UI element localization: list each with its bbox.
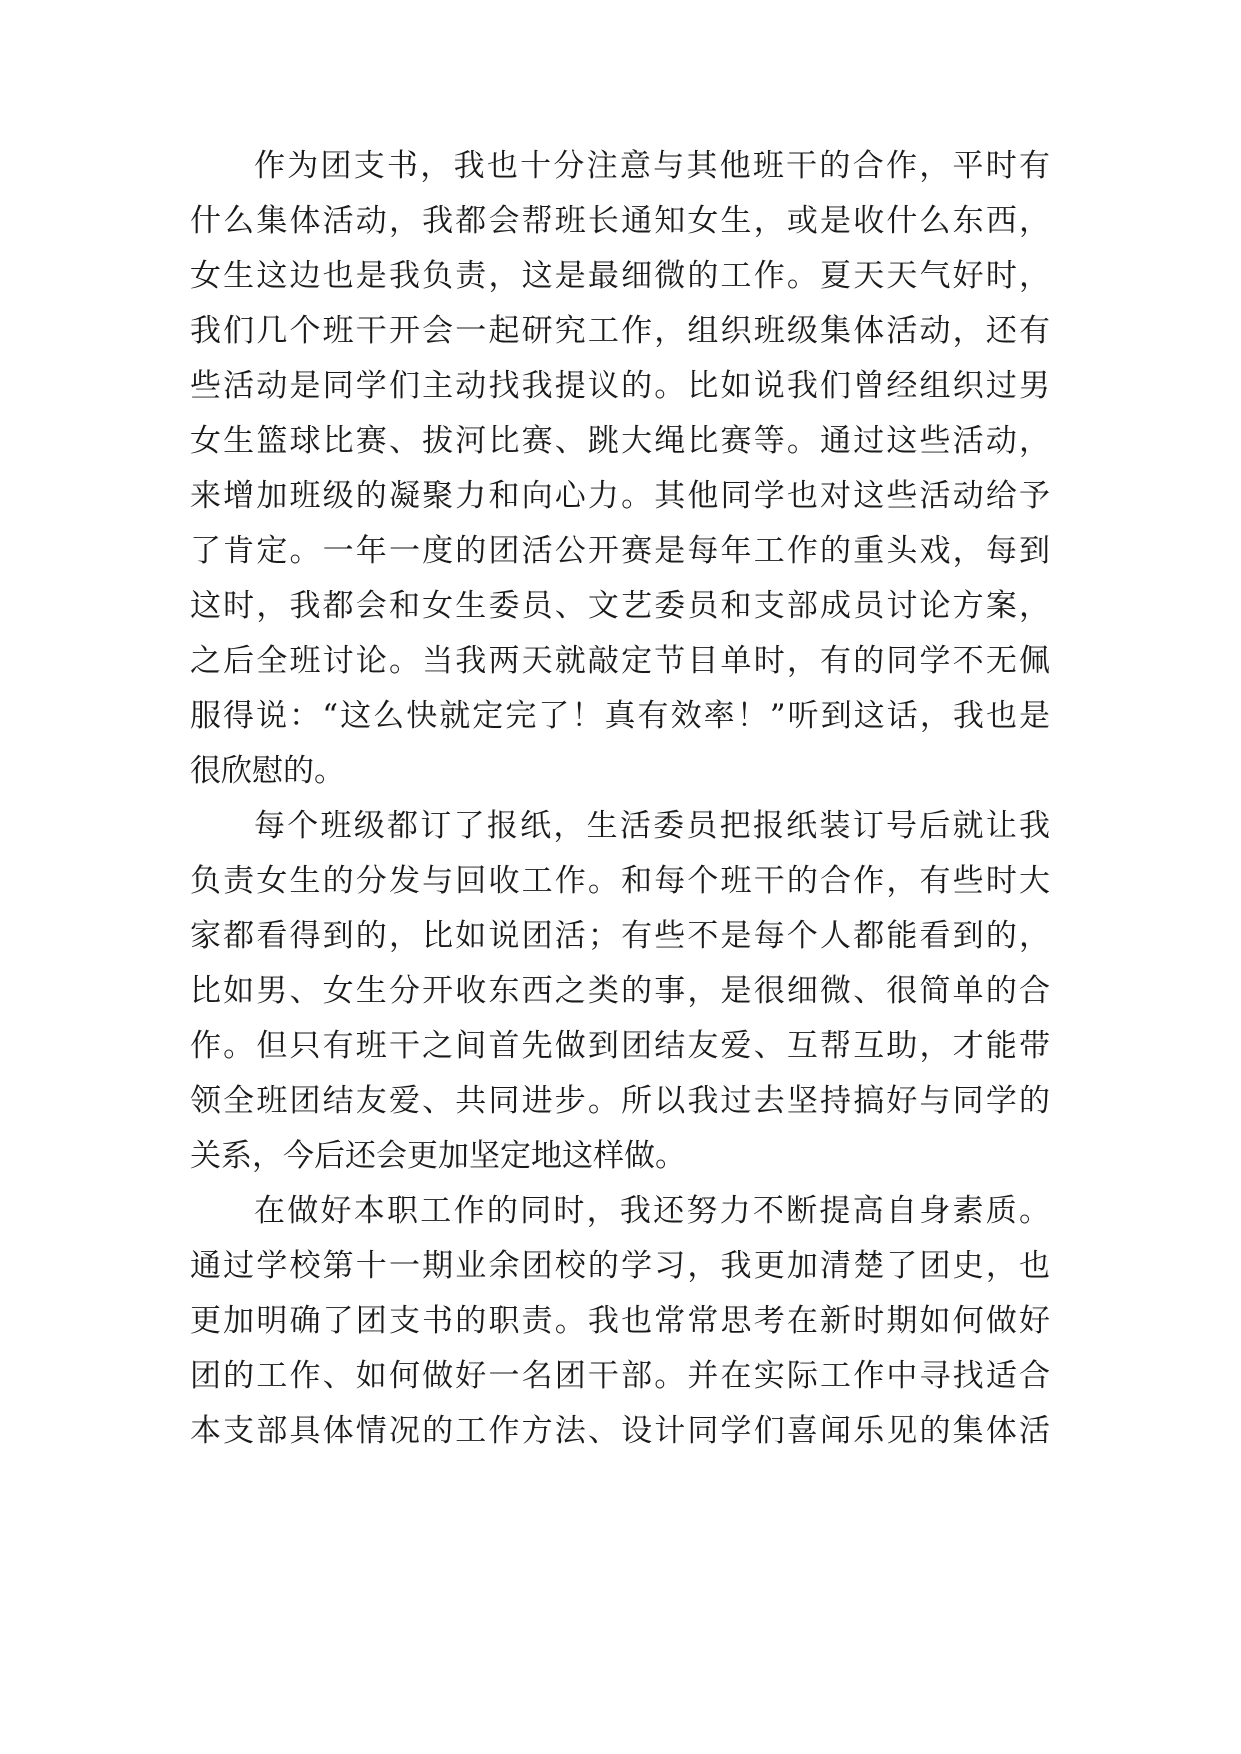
paragraph-1-line-8: 了肯定。一年一度的团活公开赛是每年工作的重头戏，每到 <box>190 533 1050 569</box>
paragraph-3-line-3: 更加明确了团支书的职责。我也常常思考在新时期如何做好 <box>190 1303 1050 1339</box>
paragraph-1-line-3: 女生这边也是我负责，这是最细微的工作。夏天天气好时， <box>190 258 1050 294</box>
paragraph-3-line-5: 本支部具体情况的工作方法、设计同学们喜闻乐见的集体活 <box>190 1413 1050 1449</box>
paragraph-1-line-5: 些活动是同学们主动找我提议的。比如说我们曾经组织过男 <box>190 368 1050 404</box>
paragraph-3-line-1: 在做好本职工作的同时，我还努力不断提高自身素质。 <box>254 1193 1050 1229</box>
paragraph-2-line-2: 负责女生的分发与回收工作。和每个班干的合作，有些时大 <box>190 863 1050 899</box>
paragraph-2-line-6: 领全班团结友爱、共同进步。所以我过去坚持搞好与同学的 <box>190 1083 1050 1119</box>
paragraph-2-line-5: 作。但只有班干之间首先做到团结友爱、互帮互助，才能带 <box>190 1028 1050 1064</box>
paragraph-2-line-4: 比如男、女生分开收东西之类的事，是很细微、很简单的合 <box>190 973 1050 1009</box>
paragraph-2-line-1: 每个班级都订了报纸，生活委员把报纸装订号后就让我 <box>254 808 1050 844</box>
paragraph-1-line-6: 女生篮球比赛、拔河比赛、跳大绳比赛等。通过这些活动， <box>190 423 1050 459</box>
paragraph-1-line-4: 我们几个班干开会一起研究工作，组织班级集体活动，还有 <box>190 313 1050 349</box>
paragraph-3-line-4: 团的工作、如何做好一名团干部。并在实际工作中寻找适合 <box>190 1358 1050 1394</box>
paragraph-2-line-7: 关系，今后还会更加坚定地这样做。 <box>190 1138 686 1174</box>
paragraph-2-line-3: 家都看得到的，比如说团活；有些不是每个人都能看到的， <box>190 918 1050 954</box>
paragraph-1-line-1: 作为团支书，我也十分注意与其他班干的合作，平时有 <box>254 148 1050 184</box>
paragraph-1-line-9: 这时，我都会和女生委员、文艺委员和支部成员讨论方案， <box>190 588 1050 624</box>
paragraph-1-line-12: 很欣慰的。 <box>190 753 345 789</box>
paragraph-1-line-10: 之后全班讨论。当我两天就敲定节目单时，有的同学不无佩 <box>190 643 1050 679</box>
paragraph-3-line-2: 通过学校第十一期业余团校的学习，我更加清楚了团史，也 <box>190 1248 1050 1284</box>
paragraph-1-line-7: 来增加班级的凝聚力和向心力。其他同学也对这些活动给予 <box>190 478 1050 514</box>
paragraph-1-line-2: 什么集体活动，我都会帮班长通知女生，或是收什么东西， <box>190 203 1050 239</box>
paragraph-1-line-11: 服得说：“这么快就定完了！真有效率！”听到这话，我也是 <box>190 698 1050 734</box>
